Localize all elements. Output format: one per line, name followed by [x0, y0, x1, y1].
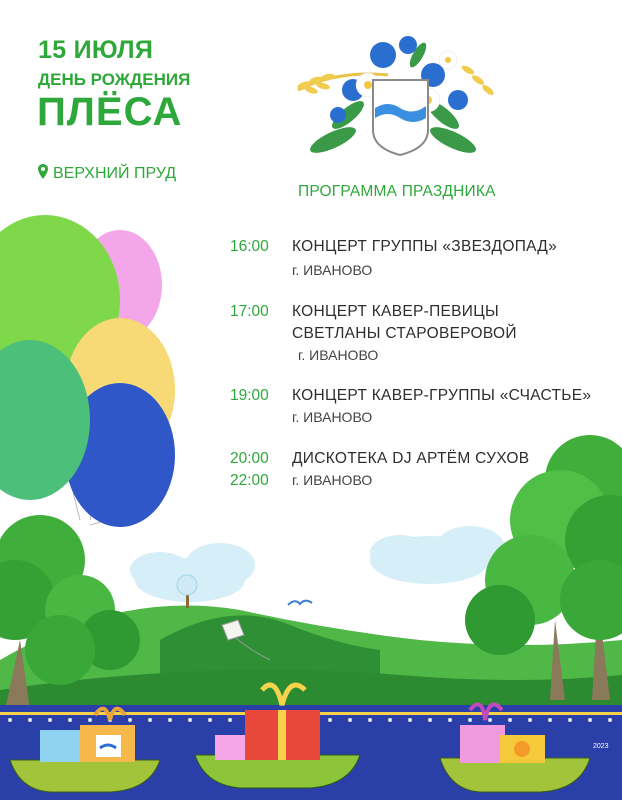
- tree-icon: [177, 575, 197, 608]
- event-subtitle: ДЕНЬ РОЖДЕНИЯ: [38, 70, 191, 89]
- event-time: 19:00: [230, 387, 269, 404]
- location-label: ВЕРХНИЙ ПРУД: [53, 165, 177, 182]
- city-title: ПЛЁСА: [37, 90, 183, 134]
- event-title: КОНЦЕРТ КАВЕР-ГРУППЫ «СЧАСТЬЕ»: [292, 387, 592, 404]
- event-time: 20:00: [230, 450, 269, 467]
- event-title: КОНЦЕРТ КАВЕР-ПЕВИЦЫ: [292, 303, 500, 320]
- event-place: г. ИВАНОВО: [292, 262, 373, 278]
- program-heading: ПРОГРАММА ПРАЗДНИКА: [298, 183, 496, 200]
- event-title: КОНЦЕРТ ГРУППЫ «ЗВЕЗДОПАД»: [292, 238, 558, 255]
- event-place: г. ИВАНОВО: [292, 472, 373, 488]
- event-date: 15 ИЮЛЯ: [38, 36, 154, 64]
- event-title-line2: СВЕТЛАНЫ СТАРОВЕРОВОЙ: [292, 325, 517, 342]
- event-place: г. ИВАНОВО: [298, 347, 379, 363]
- balloon-icon: [0, 215, 175, 527]
- event-time: 17:00: [230, 303, 269, 320]
- event-time: 16:00: [230, 238, 269, 255]
- event-title: ДИСКОТЕКА DJ АРТЁМ СУХОВ: [292, 450, 530, 467]
- year-label: 2023: [593, 743, 609, 750]
- event-place: г. ИВАНОВО: [292, 409, 373, 425]
- seagull-icon: [288, 601, 312, 605]
- event-time-end: 22:00: [230, 472, 269, 489]
